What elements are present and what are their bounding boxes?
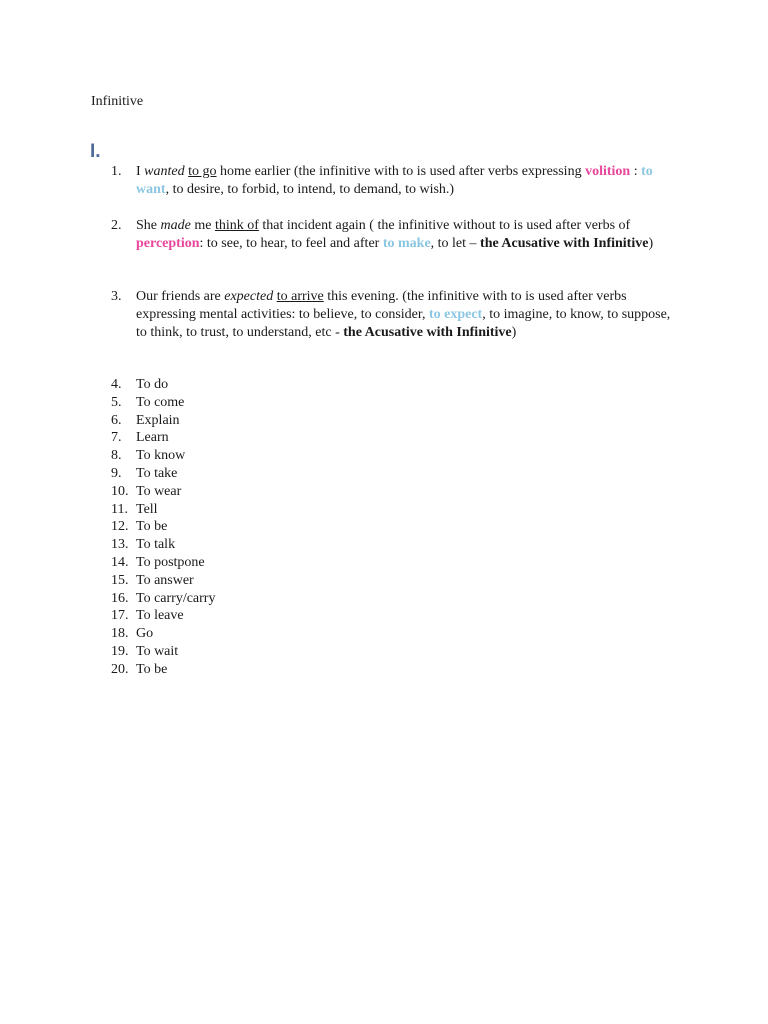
list-item-number: 20. (111, 661, 129, 677)
text-segment: perception (136, 236, 200, 251)
list-item-number: 19. (111, 643, 129, 659)
list-item (111, 661, 411, 679)
list-item-text: To wear (136, 483, 182, 499)
list-item (111, 536, 411, 554)
list-item-text: Tell (136, 501, 158, 517)
item-text (136, 163, 681, 199)
text-segment: , to imagine, to know, to suppose, to think, to trust, to understand, etc - (136, 307, 671, 340)
text-segment: home earlier (the infinitive with to is used after verbs expressing (216, 164, 586, 179)
list-item-number: 13. (111, 537, 129, 553)
list-item-text: To answer (136, 572, 194, 588)
list-item-number: 5. (111, 394, 122, 410)
list-item (111, 590, 411, 608)
list-item (111, 376, 411, 394)
list-item-text: To talk (136, 537, 176, 553)
text-segment: , to desire, to forbid, to intend, to demand, to wish.) (165, 182, 455, 197)
list-item (111, 429, 411, 447)
list-item-text: Learn (136, 430, 169, 446)
list-item-text: To carry/carry (136, 590, 216, 606)
item-number: 2. (111, 218, 122, 233)
item-text (136, 288, 681, 342)
text-segment: to make (382, 236, 431, 251)
text-segment: this evening. (the infinitive with to is used after verbs expressing mental activities: to believe, to consider, (136, 289, 627, 322)
text-segment: expected (224, 289, 274, 304)
list-item (111, 607, 411, 625)
text-segment: think of (214, 218, 259, 233)
list-item-text: Explain (136, 412, 180, 428)
list-item-number: 18. (111, 626, 129, 642)
list-item-text: To be (136, 519, 168, 535)
text-segment: made (160, 218, 191, 233)
list-item (111, 554, 411, 572)
text-segment: volition (585, 164, 631, 179)
text-segment: me (190, 218, 215, 233)
document-title: Infinitive (91, 94, 144, 109)
list-item (111, 447, 411, 465)
list-item (111, 465, 411, 483)
list-item-text: To do (136, 377, 169, 392)
text-segment: to arrive (276, 289, 324, 304)
list-item-number: 6. (111, 412, 122, 428)
item-number: 1. (111, 164, 122, 179)
text-segment: to expect (428, 307, 483, 322)
text-segment: that incident again ( the infinitive without to is used after verbs of (258, 218, 631, 233)
list-item-number: 11. (111, 501, 128, 517)
list-item-number: 8. (111, 448, 122, 464)
list-item-number: 14. (111, 554, 129, 570)
text-segment: ) (511, 325, 517, 340)
list-item-number: 16. (111, 590, 129, 606)
list-item (111, 643, 411, 661)
list-item (111, 625, 411, 643)
text-segment: to go (188, 164, 217, 179)
list-item (111, 501, 411, 519)
list-item (111, 483, 411, 501)
text-segment: She (136, 218, 161, 233)
numbered-item-2 (111, 217, 681, 253)
item-text (136, 217, 681, 253)
text-segment: : (630, 164, 642, 179)
list-item-number: 7. (111, 430, 122, 446)
answer-list (111, 376, 411, 679)
list-item-number: 17. (111, 608, 129, 624)
list-item-number: 12. (111, 519, 129, 535)
list-item-text: To leave (136, 608, 184, 624)
numbered-item-1 (111, 163, 681, 199)
list-item (111, 412, 411, 430)
text-segment: Our friends are (136, 289, 225, 304)
text-segment: the Acusative with Infinitive (343, 325, 512, 340)
text-segment: , to let – (430, 236, 481, 251)
list-item-text: To be (136, 661, 168, 677)
list-item-number: 15. (111, 572, 129, 588)
list-item-number: 10. (111, 483, 129, 499)
list-item-text: To take (136, 465, 178, 481)
list-item (111, 394, 411, 412)
text-segment: to want (136, 164, 653, 197)
text-segment: ) (648, 236, 654, 251)
section-heading: I. (90, 141, 101, 162)
text-segment: I (136, 164, 145, 179)
list-item (111, 572, 411, 590)
text-segment: : to see, to hear, to feel and after (199, 236, 383, 251)
list-item-text: Go (136, 626, 154, 642)
list-item-text: To wait (136, 643, 179, 659)
text-segment: the Acusative with Infinitive (480, 236, 649, 251)
list-item (111, 518, 411, 536)
list-item-number: 4. (111, 377, 122, 392)
list-item-text: To postpone (136, 554, 205, 570)
numbered-item-3 (111, 288, 681, 342)
list-item-number: 9. (111, 465, 122, 481)
list-item-text: To come (136, 394, 185, 410)
list-item-text: To know (136, 448, 186, 464)
text-segment: wanted (144, 164, 185, 179)
item-number: 3. (111, 289, 122, 304)
